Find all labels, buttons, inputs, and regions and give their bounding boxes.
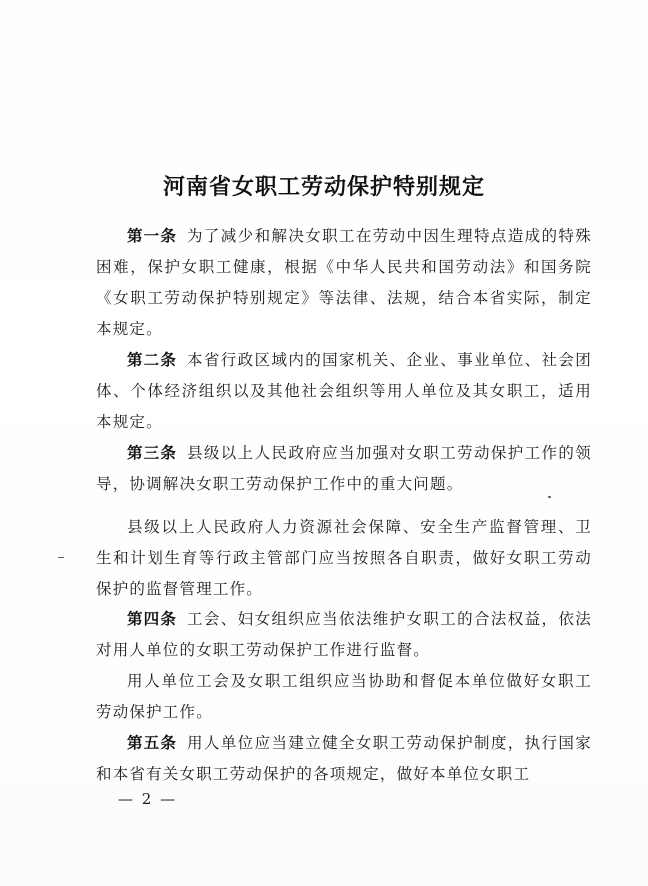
article-3-continuation-text: 县级以上人民政府人力资源社会保障、安全生产监督管理、卫生和计划生育等行政主管部门应当按照各自职责，做好女职工劳动保护的监督管理工作。: [96, 518, 592, 598]
article-3-text: 县级以上人民政府应当加强对女职工劳动保护工作的领导，协调解决女职工劳动保护工作中的重大问题。: [96, 444, 592, 493]
page-number: — 2 —: [118, 790, 178, 808]
article-5-label: 第五条: [127, 734, 178, 752]
article-1-label: 第一条: [127, 227, 178, 245]
article-4-paragraph: [96, 604, 592, 666]
scan-speck: [548, 496, 551, 498]
article-1-text: 为了减少和解决女职工在劳动中因生理特点造成的特殊困难，保护女职工健康，根据《中华人民共和国劳动法》和国务院《女职工劳动保护特别规定》等法律、法规，结合本省实际，制定本规定。: [96, 227, 592, 338]
document-title: 河南省女职工劳动保护特别规定: [162, 174, 485, 200]
article-3-paragraph: [96, 438, 592, 500]
article-2-label: 第二条: [127, 351, 178, 369]
article-4-text: 工会、妇女组织应当依法维护女职工的合法权益，依法对用人单位的女职工劳动保护工作进行监督。: [96, 610, 592, 659]
article-2-paragraph: [96, 345, 592, 438]
article-5-text: 用人单位应当建立健全女职工劳动保护制度，执行国家和本省有关女职工劳动保护的各项规定，做好本单位女职工: [96, 734, 592, 783]
article-4-continuation-text: 用人单位工会及女职工组织应当协助和督促本单位做好女职工劳动保护工作。: [96, 672, 592, 721]
article-1-paragraph: [96, 221, 592, 345]
article-2-text: 本省行政区域内的国家机关、企业、事业单位、社会团体、个体经济组织以及其他社会组织等用人单位及其女职工，适用本规定。: [96, 351, 592, 431]
article-3-label: 第三条: [127, 444, 178, 462]
article-4-label: 第四条: [127, 610, 178, 628]
article-4-continuation-paragraph: [96, 666, 592, 728]
scan-speck: [58, 557, 64, 558]
article-5-paragraph: [96, 728, 592, 790]
article-3-continuation-paragraph: [96, 512, 592, 605]
